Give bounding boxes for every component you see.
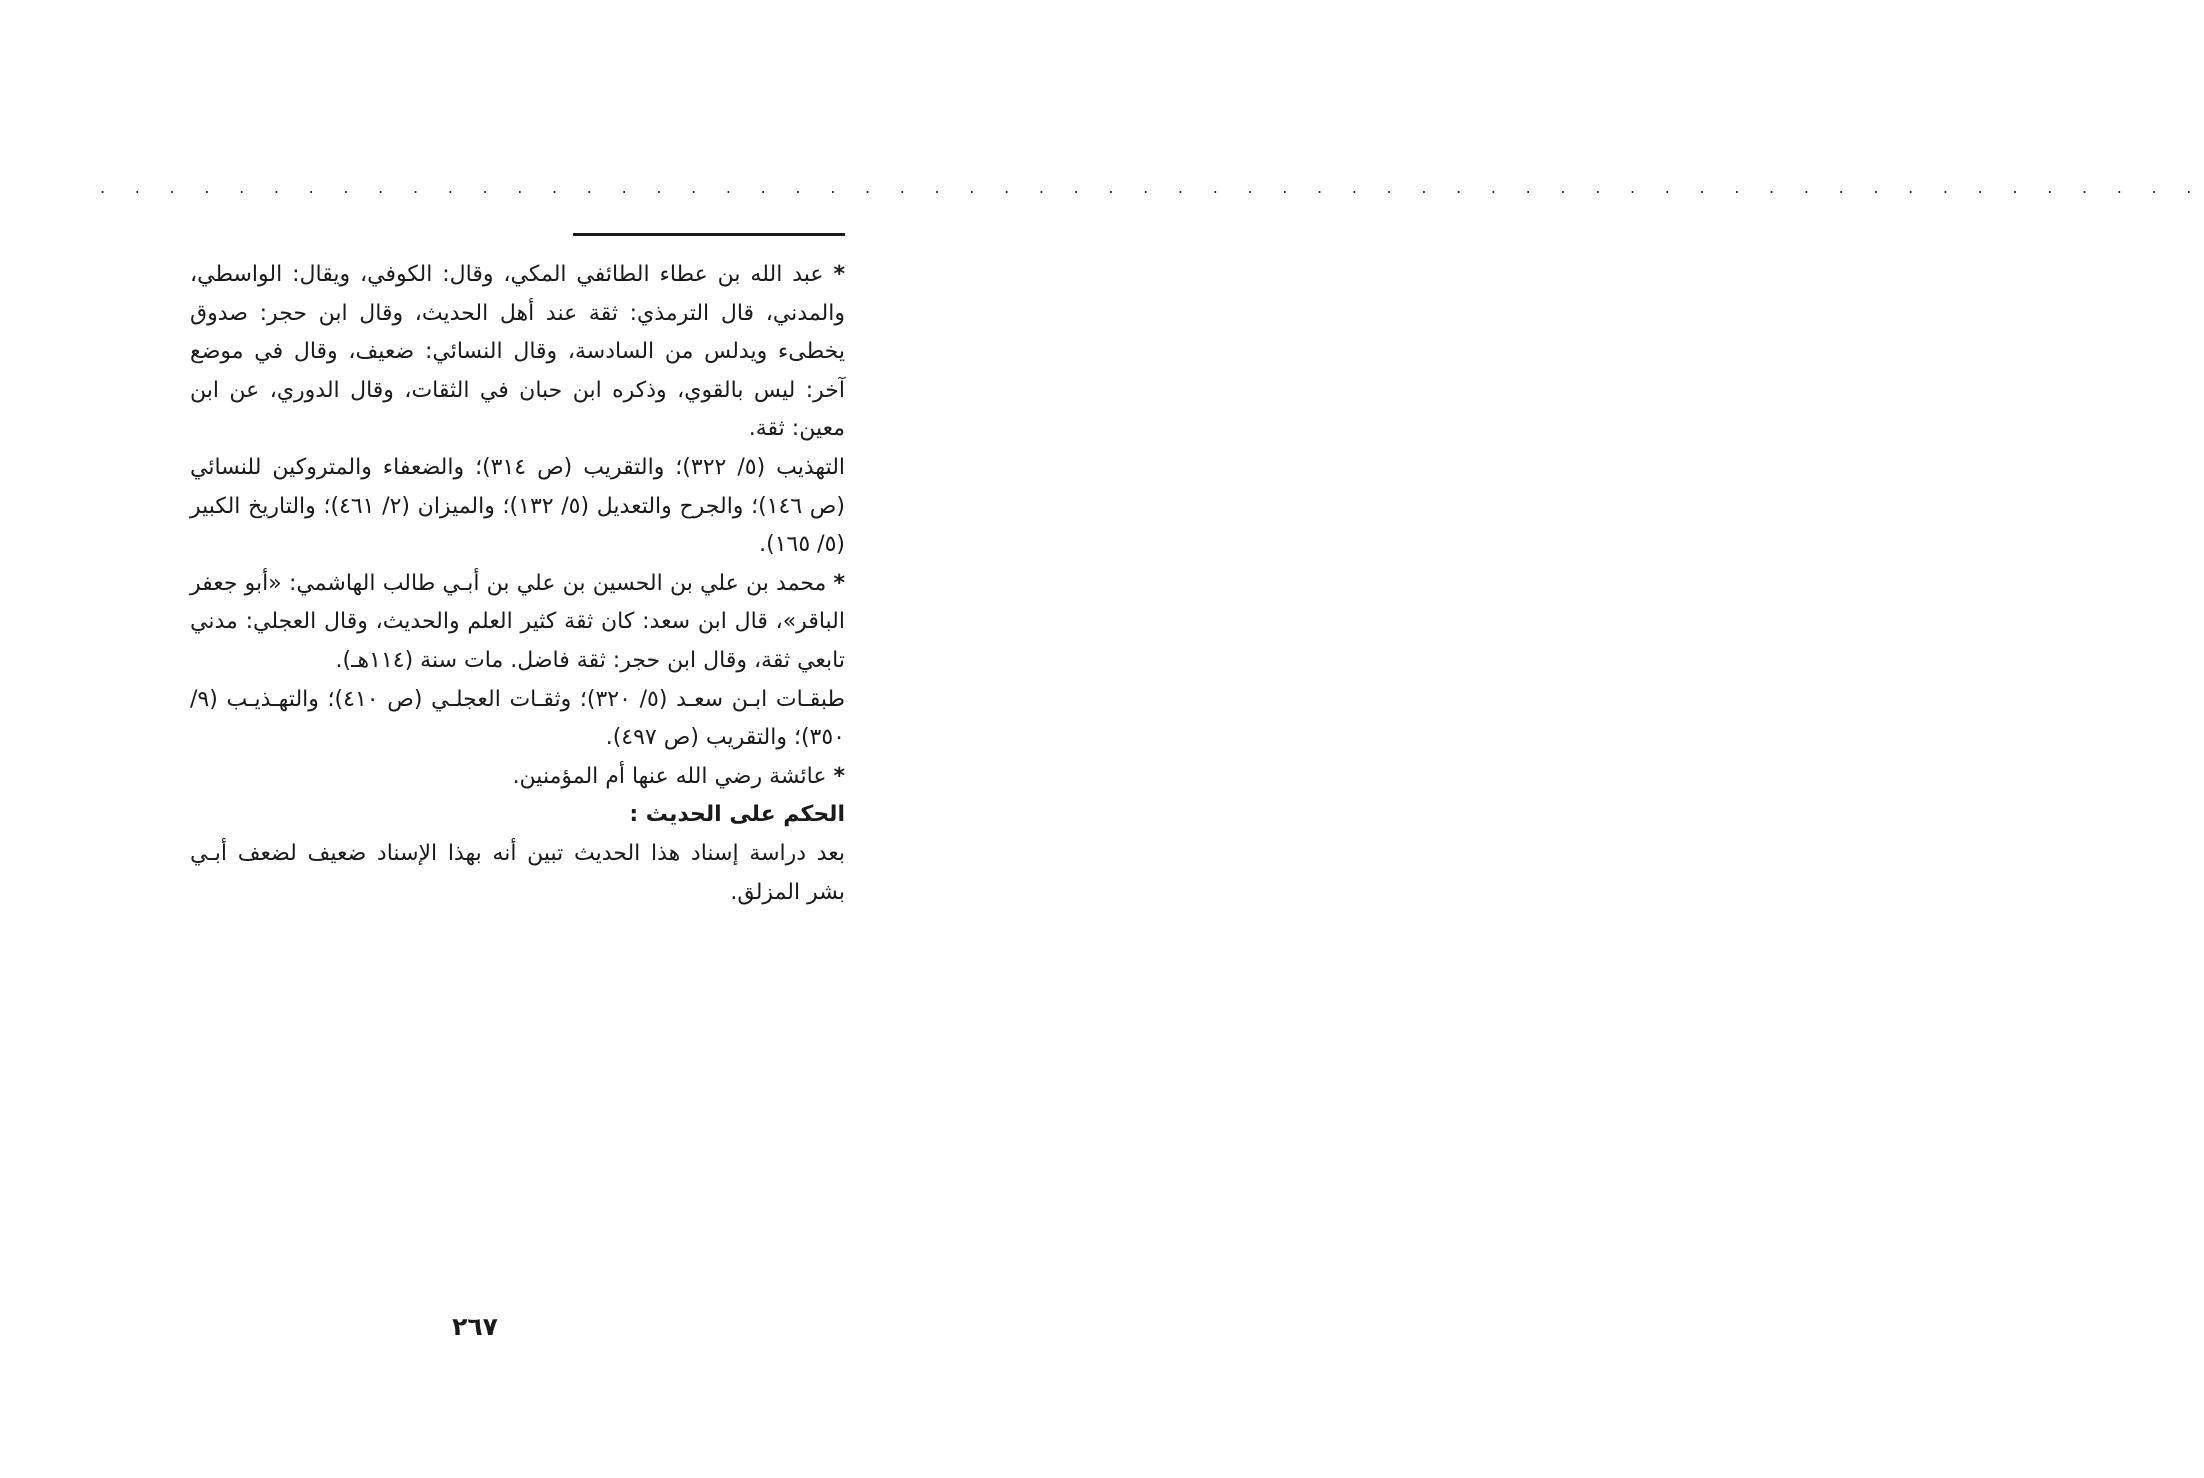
- separator-dots: . . . . . . . . . . . . . . . . . . . . . . . . . . . . . . . . . . . . . . . . . . . . . . . . . . . . . . . . . . . . .: [100, 178, 2204, 197]
- narrator-references-1: التهذيب (٥/ ٣٢٢)؛ والتقريب (ص ٣١٤)؛ والضعفاء والمتروكين للنسائي (ص ١٤٦)؛ والجرح والتعديل (٥/ ١٣٢)؛ والميزان (٢/ ٤٦١)؛ والتاريخ الكبير (٥/ ١٦٥).: [190, 454, 846, 558]
- footnote-rule: [573, 233, 845, 236]
- page-content: [190, 256, 845, 912]
- narrator-entry-text: عائشة رضي الله عنها أم المؤمنين.: [512, 763, 827, 789]
- conclusion-paragraph: بعد دراسة إسناد هذا الحديث تبين أنه بهذا الإسناد ضعيف لضعف أبـي بشر المزلق.: [190, 840, 845, 905]
- narrator-entry-2: [190, 565, 845, 681]
- narrator-entry-1: [190, 256, 845, 449]
- narrator-entry-3: [190, 758, 845, 797]
- narrator-references-2: طبقـات ابـن سعـد (٥/ ٣٢٠)؛ وثقـات العجلـي (ص ٤١٠)؛ والتهـذيـب (٩/ ٣٥٠)؛ والتقريب (ص ٤٩٧).: [190, 686, 846, 751]
- bullet-star-icon: *: [833, 763, 845, 789]
- narrator-entry-text: محمد بن علي بن الحسين بن علي بن أبـي طالب الهاشمي: «أبو جعفر الباقر»، قال ابن سعد: كان ثقة كثير العلم والحديث، وقال العجلي: مدني تابعي ثقة، وقال ابن حجر: ثقة فاضل. مات سنة (١١٤هـ).: [190, 570, 845, 673]
- narrator-entry-text: عبد الله بن عطاء الطائفي المكي، وقال: الكوفي، ويقال: الواسطي، والمدني، قال الترمذي: ثقة عند أهل الحديث، وقال ابن حجر: صدوق يخطىء ويدلس من السادسة، وقال النسائي: ضعيف، وقال في موضع آخر: ليس بالقوي، وذكره ابن حبان في الثقات، وقال الدوري، عن ابن معين: ثقة.: [190, 262, 845, 442]
- page-number: ٢٦٧: [452, 1312, 498, 1341]
- section-heading: الحكم على الحديث :: [629, 802, 845, 828]
- bullet-star-icon: *: [833, 570, 845, 596]
- bullet-star-icon: *: [833, 262, 845, 287]
